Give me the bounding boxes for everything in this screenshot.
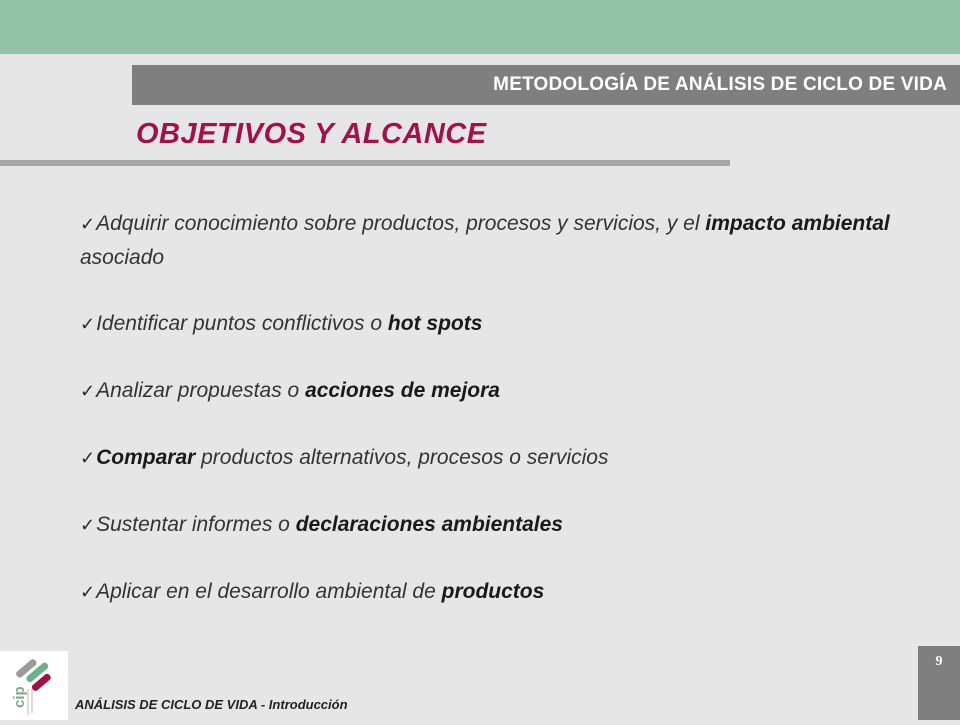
bullet-item: ✓Comparar productos alternativos, procesos o servicios [80,446,609,469]
cip-logo-icon [0,651,68,720]
bullet-item: ✓Adquirir conocimiento sobre productos, procesos y servicios, y el impacto ambiental asociado [80,212,890,269]
checkmark-icon: ✓ [80,582,96,602]
cip-logo [0,651,68,720]
bullet-item: ✓Sustentar informes o declaraciones ambientales [80,513,563,536]
top-band [0,0,960,54]
section-header [132,65,960,105]
title-underline [0,160,730,166]
slide-title: OBJETIVOS Y ALCANCE [136,118,487,150]
checkmark-icon: ✓ [80,448,96,468]
bullet-item: ✓Aplicar en el desarrollo ambiental de productos [80,580,545,603]
bullet-item: ✓Identificar puntos conflictivos o hot spots [80,312,483,335]
section-title: METODOLOGÍA DE ANÁLISIS DE CICLO DE VIDA [493,74,947,95]
page-number-label: 9 [935,654,943,669]
checkmark-icon: ✓ [80,381,96,401]
bullet-item: ✓Analizar propuestas o acciones de mejora [80,379,500,402]
svg-text:cip: cip [11,686,28,708]
checkmark-icon: ✓ [80,515,96,535]
footer-text: ANÁLISIS DE CICLO DE VIDA - Introducción [75,697,348,712]
bullet-list [80,207,940,642]
checkmark-icon: ✓ [80,314,96,334]
checkmark-icon: ✓ [80,214,96,234]
page-number [918,646,960,720]
